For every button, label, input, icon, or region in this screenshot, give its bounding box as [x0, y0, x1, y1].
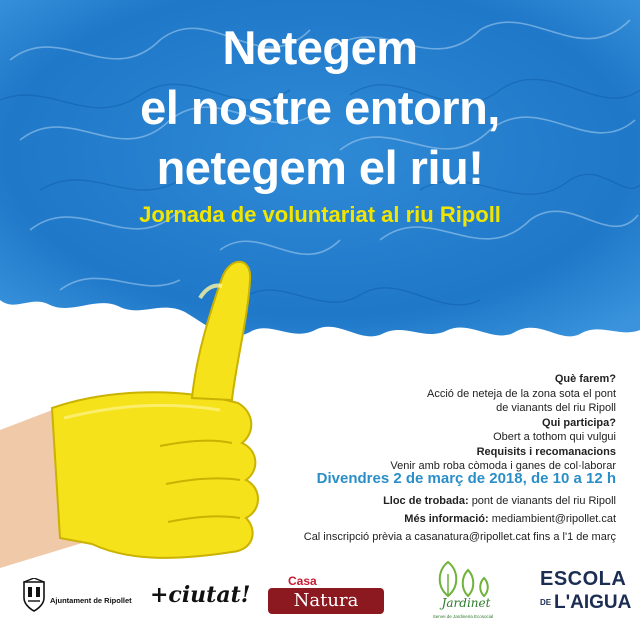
natura-word: Natura: [293, 590, 359, 611]
meeting-value: pont de vianants del riu Ripoll: [471, 495, 616, 507]
escola-de-word: DE: [540, 598, 552, 607]
more-info-label: Més informació:: [404, 513, 489, 525]
answer-requirements: Venir amb roba còmoda i ganes de col·laborar: [390, 460, 616, 472]
logo-strip: [0, 560, 640, 630]
shield-icon: [22, 578, 46, 612]
ajuntament-name: Ajuntament de Ripollet: [50, 596, 132, 605]
title-line-1: Netegem: [222, 21, 418, 74]
answer-what-2: de vianants del riu Ripoll: [496, 402, 616, 414]
answer-who: Obert a tothom qui vulgui: [493, 431, 616, 443]
poster-subtitle: Jornada de voluntariat al riu Ripoll: [139, 202, 501, 227]
title-line-2: el nostre entorn,: [140, 81, 500, 134]
jardinet-tagline: Servei de Jardineria Ecosocial: [432, 614, 494, 619]
jardinet-word: Jardinet: [441, 596, 491, 610]
casa-word: Casa: [288, 574, 317, 588]
title-line-3: netegem el riu!: [156, 141, 484, 194]
jardinet-logo: [418, 560, 508, 622]
more-info: [196, 510, 616, 528]
registration-note: Cal inscripció prèvia a casanatura@ripollet.cat fins a l'1 de març: [303, 531, 616, 543]
info-block: [256, 372, 616, 474]
question-requirements: Requisits i recomanacions: [476, 445, 616, 458]
answer-what-1: Acció de neteja de la zona sota el pont: [427, 387, 616, 400]
casa-natura-logo: [262, 574, 384, 618]
escola-aigua-logo: [540, 568, 632, 624]
ciutat-logo-text: +ciutat!: [150, 582, 251, 608]
aigua-word: L'AIGUA: [554, 592, 632, 613]
ajuntament-logo: [22, 578, 251, 618]
question-what: Què farem?: [554, 373, 616, 385]
escola-word: ESCOLA: [540, 568, 627, 590]
poster-title: [0, 18, 640, 198]
leaf-icon: [418, 560, 508, 600]
question-who: Qui participa?: [542, 416, 616, 429]
more-info-email[interactable]: mediambient@ripollet.cat: [491, 513, 616, 525]
meeting-label: Lloc de trobada:: [383, 495, 469, 507]
natura-badge: [268, 588, 384, 614]
meeting-point: [196, 492, 616, 510]
event-details: [196, 492, 616, 546]
event-date: Divendres 2 de març de 2018, de 10 a 12 h: [316, 470, 616, 487]
